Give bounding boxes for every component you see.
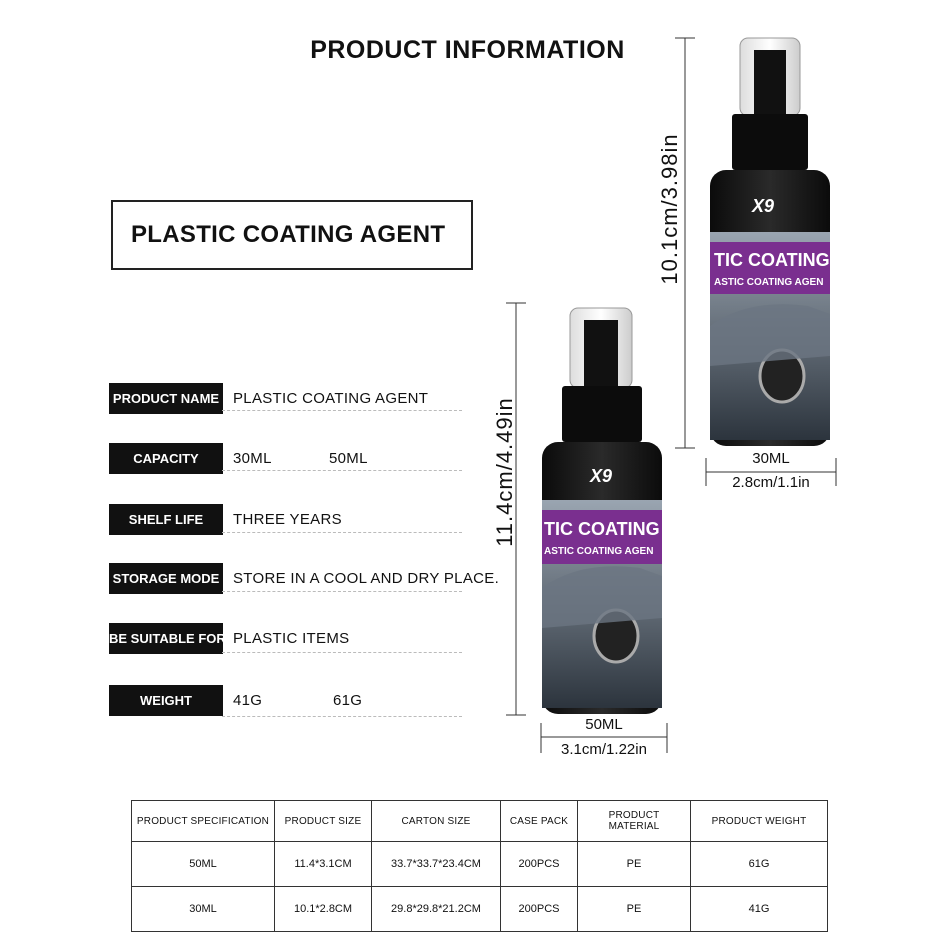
large-bottle-width: 3.1cm/1.22in [561,741,647,758]
table-header-cell: CASE PACK [501,801,578,842]
table-cell: 33.7*33.7*23.4CM [372,842,501,887]
spec-label: WEIGHT [109,685,223,716]
product-heading-box [111,200,473,270]
table-header-cell: PRODUCT WEIGHT [691,801,828,842]
table-cell: PE [578,842,691,887]
table-row [132,887,828,932]
product-heading: PLASTIC COATING AGENT [131,221,446,248]
table-row [132,842,828,887]
brand-logo: X9 [752,196,775,216]
spec-value [223,390,428,407]
divider [222,652,462,653]
large-bottle-capacity: 50ML [585,716,623,733]
brand-logo: X9 [590,466,613,486]
spec-row-weight [109,683,463,717]
large-bottle-image [540,306,677,716]
spec-value [223,570,499,587]
divider [222,470,462,471]
table-header-cell: PRODUCT MATERIAL [578,801,691,842]
spec-value-item: 30ML [233,449,272,467]
divider [222,591,462,592]
spec-value [223,692,362,709]
spec-label: STORAGE MODE [109,563,223,594]
page-title: PRODUCT INFORMATION [310,36,625,64]
table-cell: 30ML [132,887,275,932]
divider [222,716,462,717]
bottle-label-text: TIC COATING A [544,519,677,539]
spec-value [223,511,342,528]
spec-value-item: 61G [333,691,363,709]
bottle-label-subtext: ASTIC COATING AGEN [544,546,654,557]
spec-label: SHELF LIFE [109,504,223,535]
table-cell: 200PCS [501,842,578,887]
table-cell: 41G [691,887,828,932]
spec-row-suitable-for [109,621,463,655]
table-header-cell: PRODUCT SPECIFICATION [132,801,275,842]
small-bottle-width: 2.8cm/1.1in [732,474,810,491]
table-cell: 10.1*2.8CM [275,887,372,932]
spec-label: PRODUCT NAME [109,383,223,414]
spec-label: BE SUITABLE FOR [109,623,223,654]
spec-row-storage-mode [109,561,500,595]
table-header-cell: CARTON SIZE [372,801,501,842]
table-cell: 29.8*29.8*21.2CM [372,887,501,932]
table-cell: 11.4*3.1CM [275,842,372,887]
small-bottle-capacity: 30ML [752,450,790,467]
spec-value-item: 50ML [329,449,368,467]
spec-value-item: PLASTIC ITEMS [233,629,350,647]
table-cell: 50ML [132,842,275,887]
spec-value [223,630,349,647]
small-bottle-image [708,36,847,448]
table-cell: 200PCS [501,887,578,932]
bottle-label-subtext: ASTIC COATING AGEN [714,277,824,288]
table-cell: 61G [691,842,828,887]
spec-table [131,800,828,932]
spec-label: CAPACITY [109,443,223,474]
spec-value-item: THREE YEARS [233,510,342,528]
table-cell: PE [578,887,691,932]
bottle-label-text: TIC COATING A [714,250,847,270]
spec-value-item: STORE IN A COOL AND DRY PLACE. [233,569,500,587]
small-bottle-height: 10.1cm/3.98in [657,133,682,285]
spec-value [223,450,368,467]
spec-value-item: 41G [233,691,263,709]
divider [222,410,462,411]
spec-row-shelf-life [109,502,463,536]
spec-value-item: PLASTIC COATING AGENT [233,389,429,407]
table-header-row [132,801,828,842]
large-bottle-height: 11.4cm/4.49in [492,397,517,547]
table-header-cell: PRODUCT SIZE [275,801,372,842]
divider [222,532,462,533]
